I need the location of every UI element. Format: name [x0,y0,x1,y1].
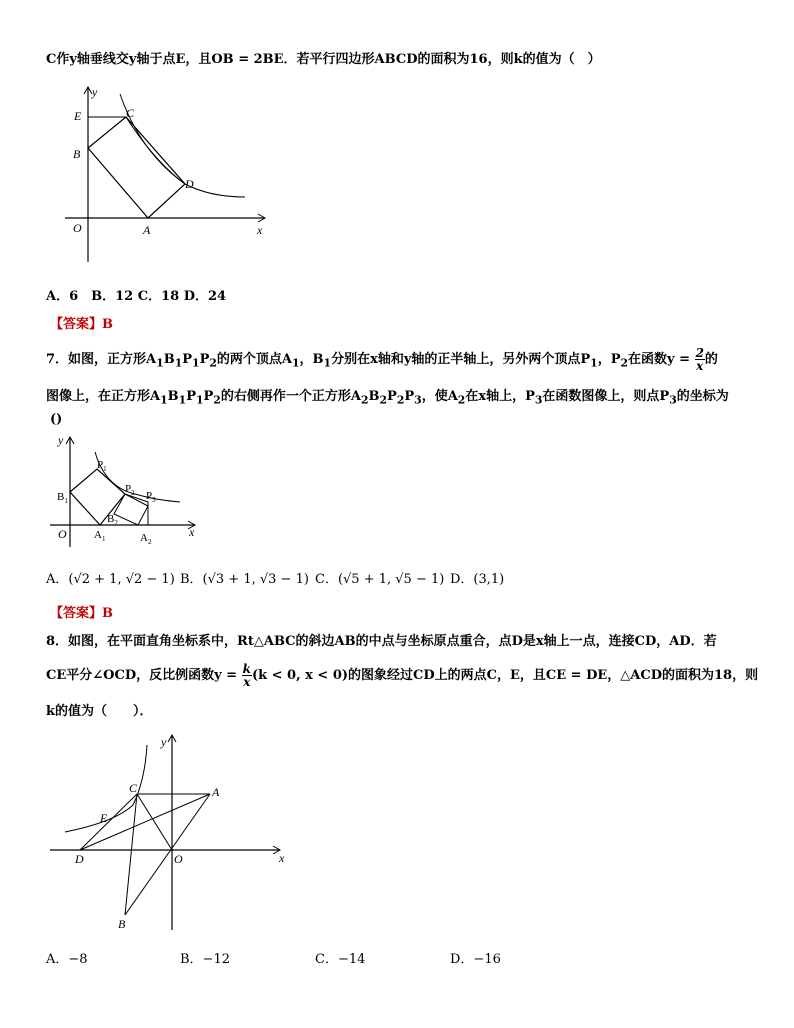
q8-figure [45,730,290,935]
q7-fraction: $\frac{2}{x}$ [695,346,704,373]
q7-label-P2: $P_2$ [125,483,135,497]
q6-options: A．6 B．12 C．18 D．24 [46,289,227,304]
q7-label-O: O [58,527,67,541]
q6-answer: 【答案】B [50,317,113,332]
q8-fraction: $\frac{k}{x}$ [242,662,251,689]
q7-line2: 图像上，在正方形$A_1B_1P_1P_2$的右侧再作一个正方形$A_2B_2P_2P_3$，使$A_2$在x轴上，$P_3$在函数图像上，则点$P_3$的坐标为 [46,389,729,407]
q8-label-y: y [161,735,167,749]
q6-label-C: C [126,106,135,120]
q7-answer: 【答案】B [50,606,113,621]
q6-label-D: D [185,177,194,191]
q7-option-b: B．(√3 + 1, √3 − 1) [180,572,309,587]
q7-figure [45,432,205,550]
q7-label-A1: $A_1$ [94,529,106,543]
q8-line1: 8．如图，在平面直角坐标系中，Rt△ABC的斜边AB的中点与坐标原点重合，点D是x轴上一点，连接CD，AD．若 [46,634,717,649]
q8-option-b: B．−12 [180,952,230,967]
q8-label-O: O [174,852,183,866]
q8-label-C: C [129,781,138,795]
q6-label-y: y [92,85,98,99]
q7-option-c: C．(√5 + 1, √5 − 1) [315,572,445,587]
q8-label-x: x [279,851,285,865]
q6-label-B: B [73,147,81,161]
q8-label-B: B [118,917,126,931]
q6-label-E: E [74,109,82,123]
q8-label-D: D [75,852,84,866]
q7-label-B2: $B_2$ [107,513,118,527]
q6-stem-tail: C作y轴垂线交y轴于点E，且OB = 2BE．若平行四边形ABCD的面积为16，则k的值为（ ） [46,52,601,67]
q7-label-y: y [58,433,64,447]
q8-line3: k的值为（ ）． [46,704,153,719]
q7-label-B1: $B_1$ [57,491,68,505]
q7-option-a: A．(√2 + 1, √2 − 1) [46,572,175,587]
q6-label-O: O [73,221,82,235]
q8-line2: CE平分∠OCD，反比例函数y = $\frac{k}{x}$ (k < 0, x < 0)的图象经过CD上的两点C，E，且CE = DE，△ACD的面积为18，则 [46,662,759,689]
q8-label-A: A [212,785,220,799]
q7-label-A2: $A_2$ [140,532,152,546]
q6-label-x: x [257,223,263,237]
q7-label-x: x [189,525,195,539]
q8-option-c: C．−14 [315,952,366,967]
q8-option-a: A．−8 [46,952,88,967]
q8-label-E: E [100,811,108,825]
q8-option-d: D．−16 [450,952,501,967]
q7-label-P1: $P_1$ [97,459,107,473]
q7-line1: 7．如图，正方形$A_1B_1P_1P_2$的两个顶点$A_1$，$B_1$分别在x轴和y轴的正半轴上，另外两个顶点$P_1$，$P_2$在函数y = $\frac{2}{x}$ 的 [46,346,718,373]
q7-line3: () [50,412,63,427]
q6-figure [60,82,280,267]
q6-label-A: A [143,223,151,237]
q7-option-d: D．(3,1) [450,572,505,587]
q7-label-P3: $P_3$ [146,490,156,504]
